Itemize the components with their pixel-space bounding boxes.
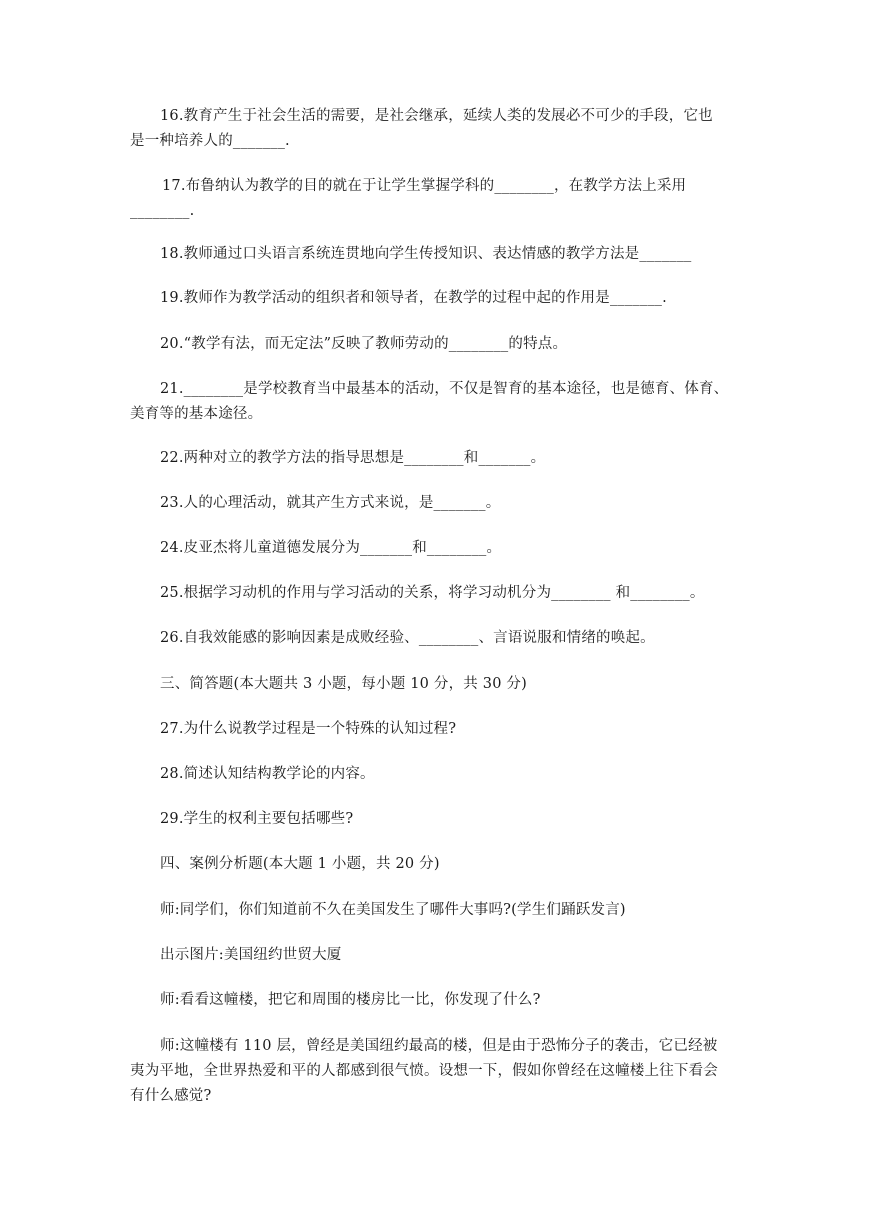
case-line-4-part-1: 师:这幢楼有 110 层，曾经是美国纽约最高的楼，但是由于恐怖分子的袭击，它已经被 bbox=[160, 1038, 718, 1054]
case-line-4-part-3: 有什么感觉? bbox=[130, 1088, 212, 1104]
question-16 bbox=[130, 104, 740, 154]
question-21-line-2: 美育等的基本途径。 bbox=[130, 406, 263, 422]
question-17 bbox=[130, 174, 740, 224]
case-line-4 bbox=[130, 1034, 740, 1109]
question-26: 26.自我效能感的影响因素是成败经验、________、言语说服和情绪的唤起。 bbox=[160, 630, 655, 646]
case-line-4-part-2: 夷为平地，全世界热爱和平的人都感到很气愤。设想一下，假如你曾经在这幢楼上往下看会 bbox=[130, 1063, 718, 1079]
case-line-1: 师:同学们，你们知道前不久在美国发生了哪件大事吗?(学生们踊跃发言) bbox=[160, 902, 626, 918]
question-25: 25.根据学习动机的作用与学习活动的关系，将学习动机分为________ 和________。 bbox=[160, 585, 705, 601]
question-19: 19.教师作为教学活动的组织者和领导者，在教学的过程中起的作用是_______. bbox=[160, 290, 667, 306]
question-20: 20.“教学有法，而无定法”反映了教师劳动的________的特点。 bbox=[160, 336, 568, 352]
question-24: 24.皮亚杰将儿童道德发展分为_______和________。 bbox=[160, 540, 502, 556]
question-17-line-1: 17.布鲁纳认为教学的目的就在于让学生掌握学科的________，在教学方法上采用 bbox=[162, 178, 687, 194]
question-17-line-2: ________. bbox=[130, 203, 195, 219]
question-22: 22.两种对立的教学方法的指导思想是________和_______。 bbox=[160, 450, 546, 466]
question-21-line-1: 21.________是学校教育当中最基本的活动，不仅是智育的基本途径，也是德育、体育、 bbox=[160, 381, 729, 397]
question-16-line-2: 是一种培养人的_______. bbox=[130, 133, 290, 149]
case-line-3: 师:看看这幢楼，把它和周围的楼房比一比，你发现了什么? bbox=[160, 992, 541, 1008]
question-29: 29.学生的权利主要包括哪些? bbox=[160, 811, 354, 827]
question-28: 28.简述认知结构教学论的内容。 bbox=[160, 766, 375, 782]
question-16-line-1: 16.教育产生于社会生活的需要，是社会继承，延续人类的发展必不可少的手段，它也 bbox=[160, 108, 713, 124]
section-4-heading: 四、案例分析题(本大题 1 小题，共 20 分) bbox=[160, 856, 440, 872]
section-3-heading: 三、简答题(本大题共 3 小题，每小题 10 分，共 30 分) bbox=[160, 676, 527, 692]
question-21 bbox=[130, 377, 740, 427]
question-18: 18.教师通过口头语言系统连贯地向学生传授知识、表达情感的教学方法是_______ bbox=[160, 246, 692, 262]
question-23: 23.人的心理活动，就其产生方式来说，是_______。 bbox=[160, 495, 501, 511]
case-line-2: 出示图片:美国纽约世贸大厦 bbox=[160, 947, 342, 963]
question-27: 27.为什么说教学过程是一个特殊的认知过程? bbox=[160, 721, 457, 737]
